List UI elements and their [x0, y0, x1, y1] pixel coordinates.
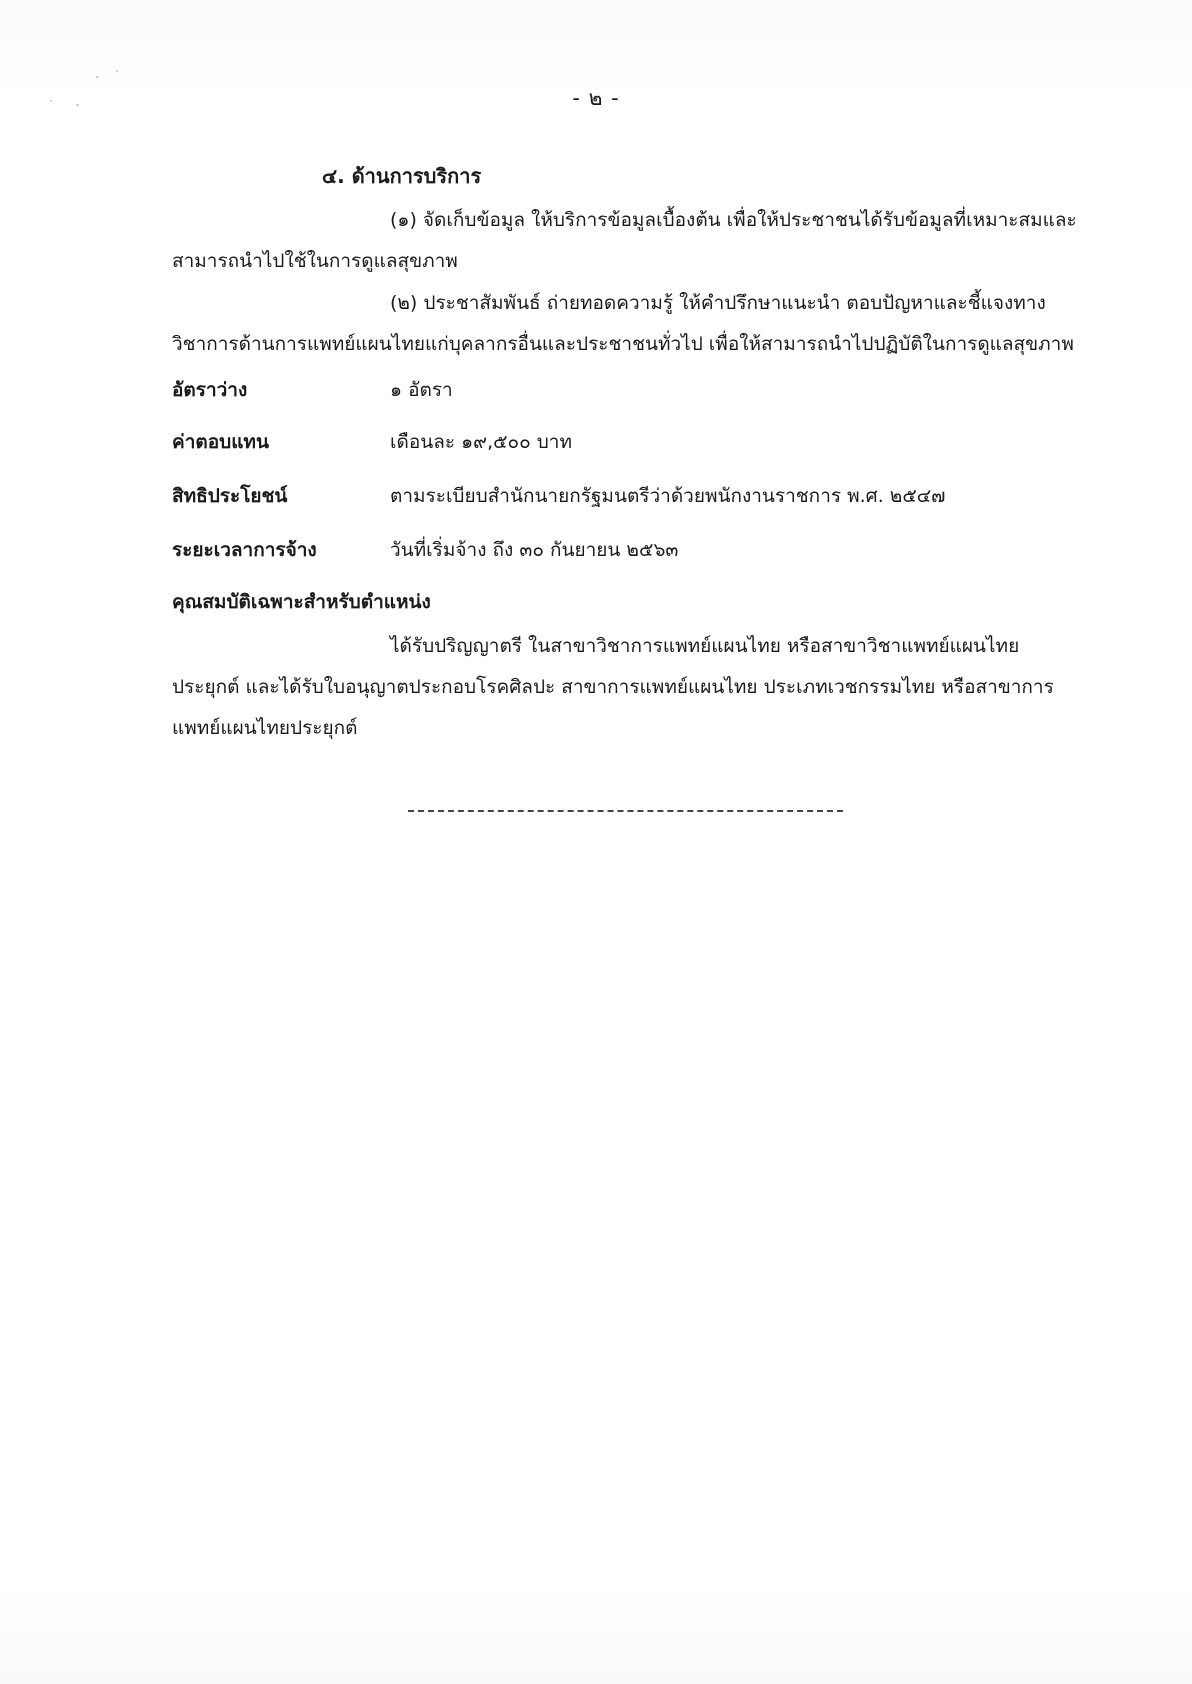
- vacancy-label: อัตราว่าง: [172, 379, 248, 401]
- employment-period-row: [172, 530, 1084, 570]
- benefits-label: สิทธิประโยชน์: [172, 485, 288, 507]
- benefits-row: [172, 476, 1084, 516]
- service-item-2-text: (๒) ประชาสัมพันธ์ ถ่ายทอดความรู้ ให้คำปรึกษาแนะนำ ตอบปัญหาและชี้แจงทางวิชาการด้านการแพทย์แผนไทยแก่บุคลากรอื่นและประชาชนทั่วไป เพื่อให้สามารถนำไปปฏิบัติในการดูแลสุขภาพ: [172, 292, 1074, 355]
- employment-period-label: ระยะเวลาการจ้าง: [172, 539, 317, 561]
- qualifications-text: ได้รับปริญญาตรี ในสาขาวิชาการแพทย์แผนไทย หรือสาขาวิชาแพทย์แผนไทยประยุกต์ และได้รับใบอนุญาตประกอบโรคศิลปะ สาขาการแพทย์แผนไทย ประเภทเวชกรรมไทย หรือสาขาการแพทย์แผนไทยประยุกต์: [172, 635, 1054, 739]
- employment-period-value: วันที่เริ่มจ้าง ถึง ๓๐ กันยายน ๒๕๖๓: [390, 539, 679, 561]
- service-item-2: [172, 283, 1084, 365]
- service-item-1-text: (๑) จัดเก็บข้อมูล ให้บริการข้อมูลเบื้องต้น เพื่อให้ประชาชนได้รับข้อมูลที่เหมาะสมและสามารถนำไปใช้ในการดูแลสุขภาพ: [172, 209, 1077, 272]
- page-number: - ๒ -: [572, 86, 620, 110]
- qualifications-paragraph: [172, 626, 1084, 749]
- salary-row: [172, 422, 1084, 462]
- vacancy-row: [172, 370, 1084, 410]
- benefits-value: ตามระเบียบสำนักนายกรัฐมนตรีว่าด้วยพนักงานราชการ พ.ศ. ๒๕๔๗: [390, 485, 946, 507]
- section-heading: ๔. ด้านการบริการ: [322, 164, 482, 188]
- end-divider: [408, 810, 843, 812]
- scan-speck: [116, 70, 118, 72]
- salary-value: เดือนละ ๑๙,๕๐๐ บาท: [390, 431, 573, 453]
- salary-label: ค่าตอบแทน: [172, 431, 269, 453]
- scan-speck: [96, 76, 99, 78]
- service-item-1: [172, 200, 1084, 282]
- qualifications-heading: คุณสมบัติเฉพาะสำหรับตำแหน่ง: [172, 591, 431, 613]
- vacancy-value: ๑ อัตรา: [390, 379, 453, 401]
